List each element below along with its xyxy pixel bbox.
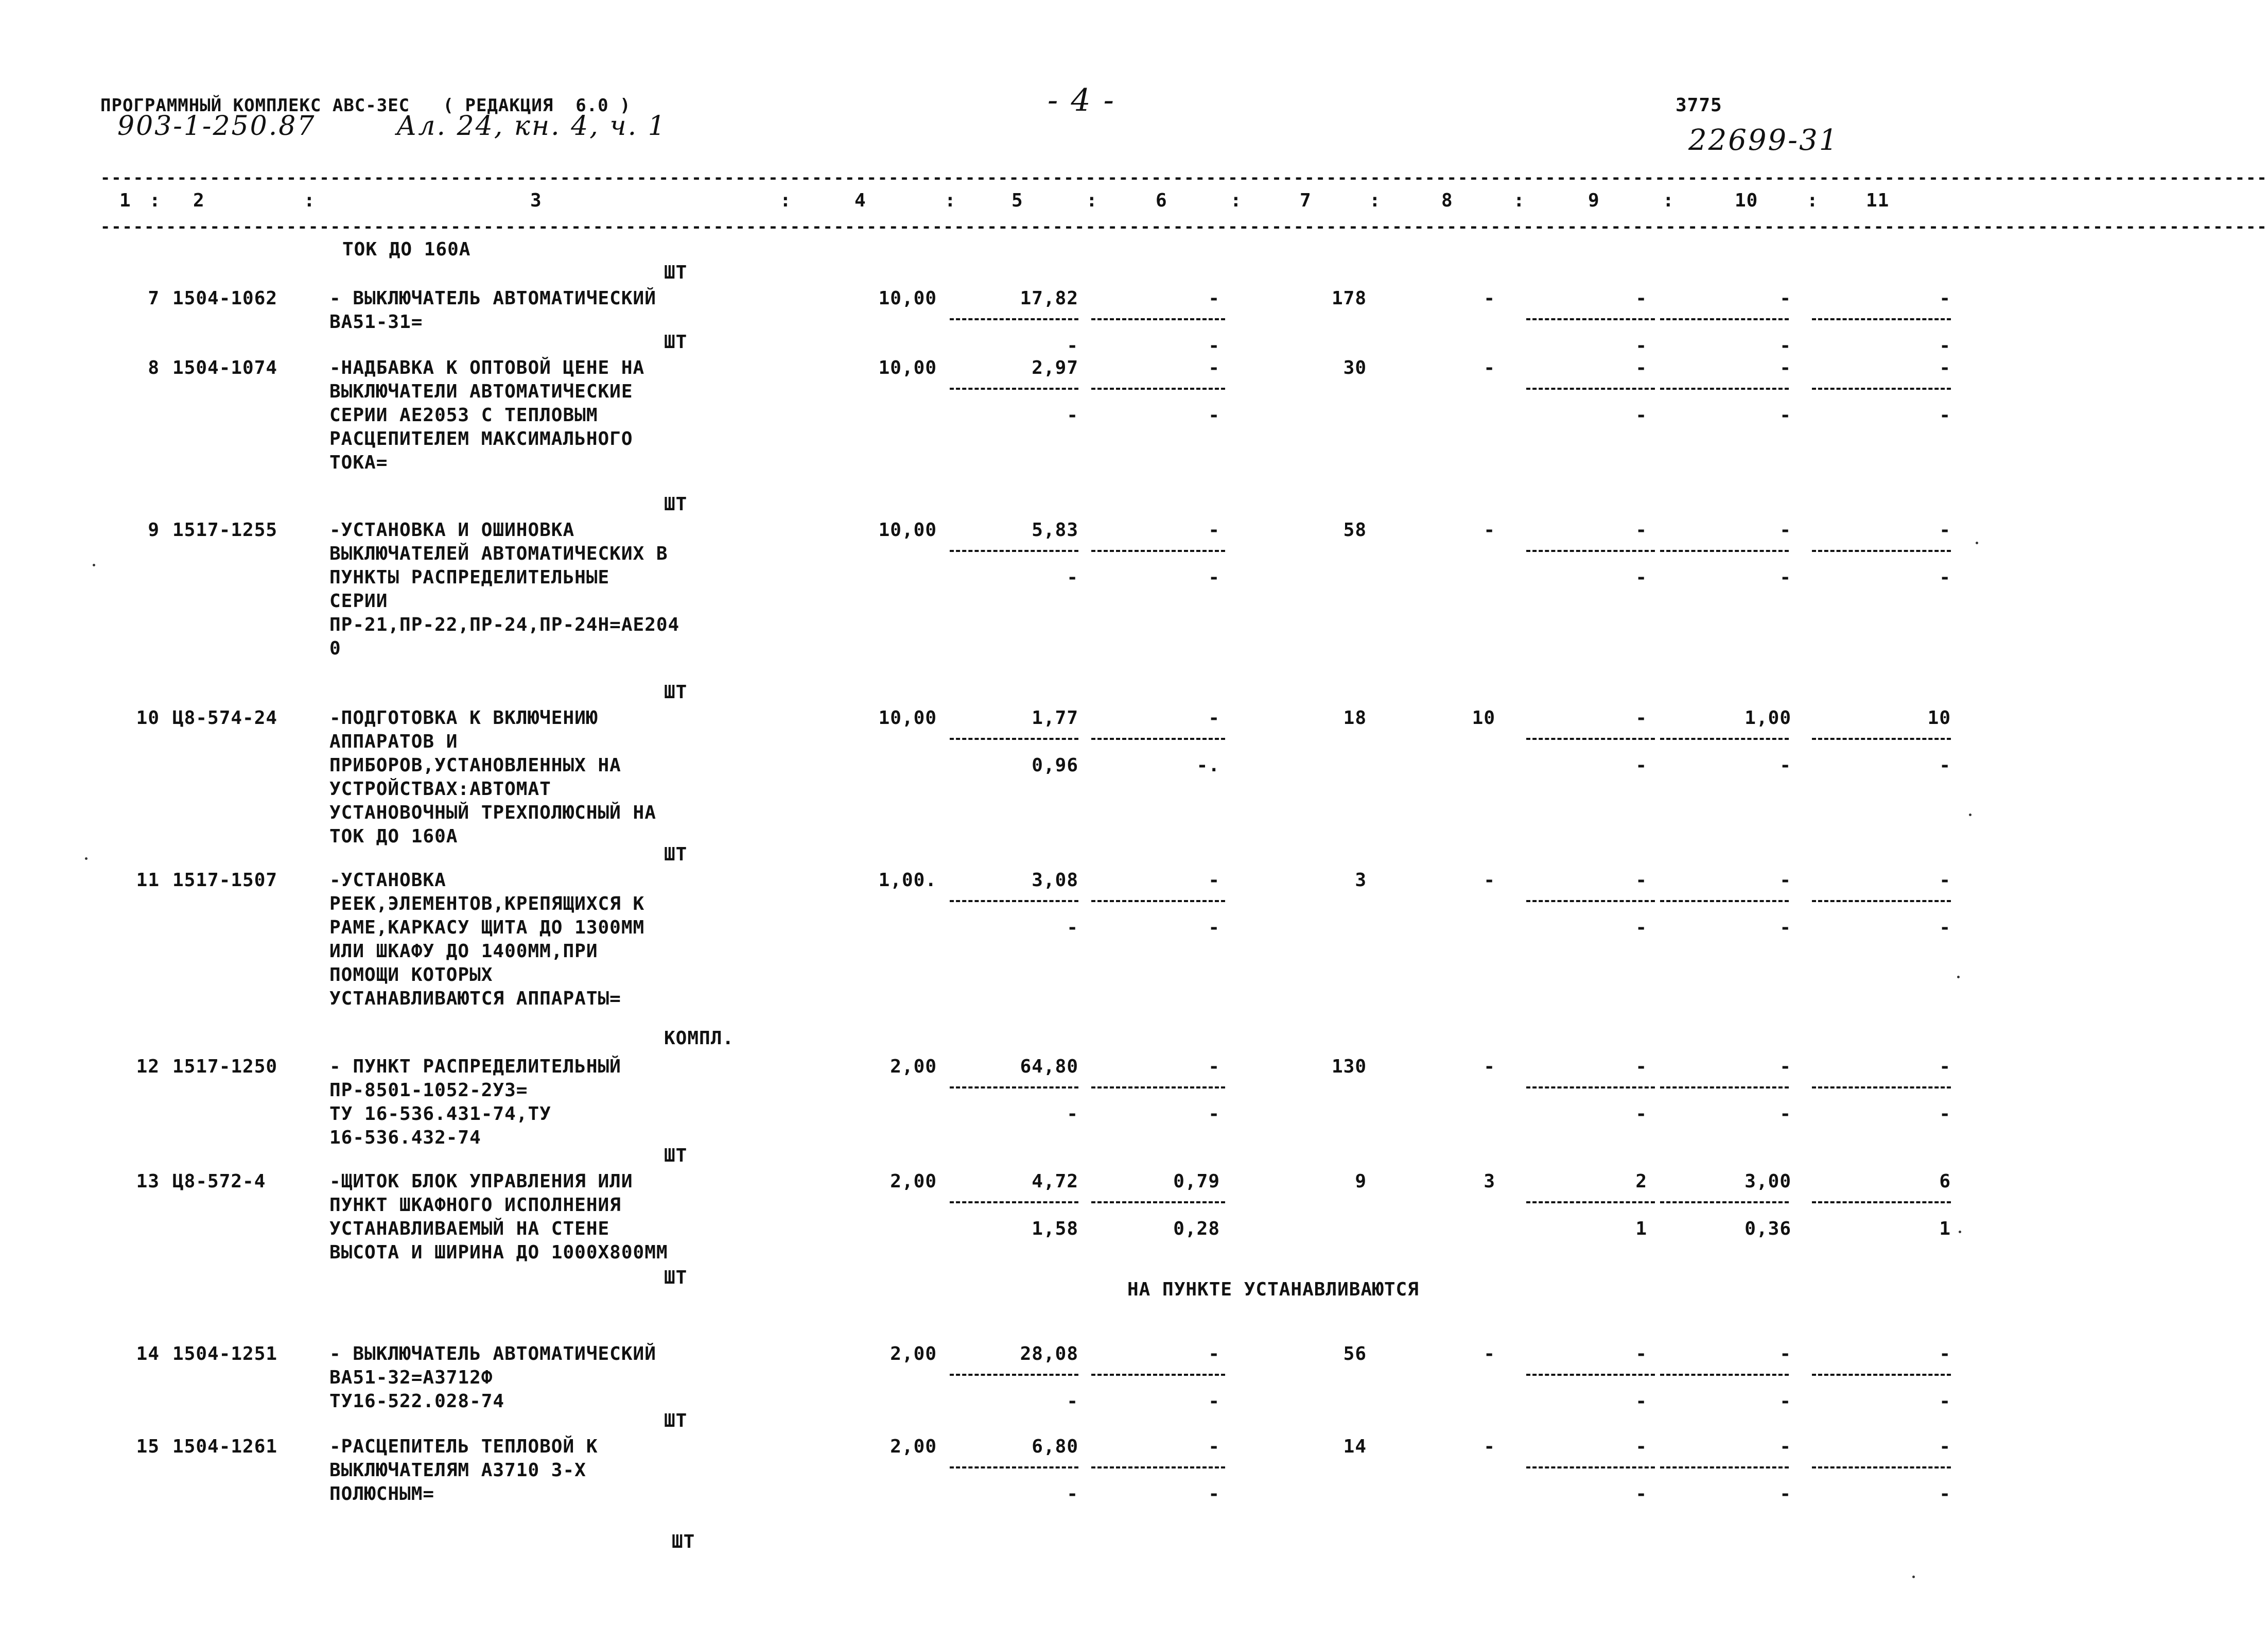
quantity: 10,00 [878, 520, 937, 541]
page-number: - 4 - [1048, 82, 1115, 118]
row-number: 10 [136, 707, 160, 729]
column-separator: : [1807, 190, 1819, 211]
subtotal-underline [950, 1466, 1078, 1468]
value-col-7: 130 [1331, 1056, 1367, 1077]
quantity: 1,00. [878, 870, 937, 891]
value-col-6: - [1208, 1343, 1220, 1364]
value-col-11: - [1939, 357, 1951, 378]
subtotal-underline [950, 1374, 1078, 1376]
subvalue-col-9: - [1635, 405, 1647, 426]
value-col-10: - [1779, 1343, 1791, 1364]
subvalue-col-6: -. [1196, 755, 1220, 776]
column-separator: : [1369, 190, 1381, 211]
value-col-8: 10 [1472, 707, 1495, 729]
section-title: НА ПУНКТЕ УСТАНАВЛИВАЮТСЯ [1127, 1279, 1419, 1300]
value-col-9: 2 [1635, 1171, 1647, 1192]
item-description-line: ПУНКТЫ РАСПРЕДЕЛИТЕЛЬНЫЕ [329, 567, 610, 588]
item-description-line: РАМЕ,КАРКАСУ ЩИТА ДО 1300ММ [329, 917, 645, 938]
subvalue-col-5: - [1067, 1483, 1078, 1505]
subtotal-underline [1091, 550, 1225, 552]
subtotal-underline [1812, 318, 1951, 320]
item-description-line: УСТАНАВЛИВАЕМЫЙ НА СТЕНЕ [329, 1218, 610, 1239]
column-number-7: 7 [1300, 190, 1312, 211]
item-code: 1517-1507 [172, 870, 278, 891]
item-description-line: ПРИБОРОВ,УСТАНОВЛЕННЫХ НА [329, 755, 621, 776]
item-description-line: РЕЕК,ЭЛЕМЕНТОВ,КРЕПЯЩИХСЯ К [329, 893, 645, 914]
value-col-6: - [1208, 1056, 1220, 1077]
subvalue-col-6: - [1208, 567, 1220, 588]
value-col-7: 18 [1343, 707, 1367, 729]
item-code: Ц8-574-24 [172, 707, 278, 729]
trailing-unit: ШТ [672, 1531, 695, 1552]
item-description-line: УСТРОЙСТВАХ:АВТОМАТ [329, 779, 551, 800]
value-col-5: 6,80 [1032, 1436, 1078, 1457]
value-col-5: 3,08 [1032, 870, 1078, 891]
item-description-line: ВА51-31= [329, 312, 423, 333]
subvalue-col-6: - [1208, 405, 1220, 426]
column-number-10: 10 [1735, 190, 1758, 211]
subtotal-underline [1812, 1466, 1951, 1468]
subvalue-col-6: - [1208, 335, 1220, 356]
scan-speck [85, 857, 88, 860]
subvalue-col-9: - [1635, 755, 1647, 776]
item-description-line: ПР-21,ПР-22,ПР-24,ПР-24Н=АЕ204 [329, 614, 680, 635]
subtotal-underline [1526, 1374, 1655, 1376]
subvalue-col-5: 0,96 [1032, 755, 1078, 776]
subtotal-underline [1091, 738, 1225, 740]
subtotal-underline [1812, 1201, 1951, 1203]
value-col-10: - [1779, 1436, 1791, 1457]
subvalue-col-10: - [1779, 1483, 1791, 1505]
scan-speck [1969, 814, 1972, 816]
subtotal-underline [1091, 1374, 1225, 1376]
item-description-line: УСТАНАВЛИВАЮТСЯ АППАРАТЫ= [329, 988, 621, 1009]
subtotal-underline [1812, 388, 1951, 390]
subtotal-underline [1526, 1086, 1655, 1088]
value-col-6: 0,79 [1173, 1171, 1220, 1192]
value-col-9: - [1635, 357, 1647, 378]
item-description-line: ТУ 16-536.431-74,ТУ [329, 1103, 551, 1125]
subtotal-underline [1091, 1086, 1225, 1088]
subtotal-underline [1812, 738, 1951, 740]
quantity: 10,00 [878, 707, 937, 729]
value-col-7: 178 [1331, 288, 1367, 309]
column-number-11: 11 [1866, 190, 1890, 211]
item-description-line: 0 [329, 638, 341, 659]
value-col-5: 28,08 [1020, 1343, 1078, 1364]
column-separator: : [149, 190, 161, 211]
column-number-1: 1 [119, 190, 131, 211]
row-number: 9 [148, 520, 160, 541]
subtotal-underline [1660, 1374, 1789, 1376]
item-description-line: -УСТАНОВКА И ОШИНОВКА [329, 520, 575, 541]
subvalue-col-10: - [1779, 567, 1791, 588]
row-number: 15 [136, 1436, 160, 1457]
sheet-reference-handwritten: Ал. 24, кн. 4, ч. 1 [396, 111, 667, 142]
unit-label: ШТ [664, 844, 688, 865]
subvalue-col-10: - [1779, 1103, 1791, 1125]
value-col-5: 2,97 [1032, 357, 1078, 378]
item-description-line: ВЫСОТА И ШИРИНА ДО 1000Х800ММ [329, 1242, 668, 1263]
column-separator: : [945, 190, 956, 211]
value-col-8: - [1484, 520, 1495, 541]
subtotal-underline [1660, 318, 1789, 320]
subtotal-underline [1091, 900, 1225, 902]
subtotal-underline [1660, 900, 1789, 902]
quantity: 2,00 [890, 1343, 937, 1364]
value-col-11: 10 [1927, 707, 1951, 729]
quantity: 2,00 [890, 1171, 937, 1192]
value-col-7: 58 [1343, 520, 1367, 541]
value-col-10: - [1779, 870, 1791, 891]
subtotal-underline [950, 318, 1078, 320]
subtotal-underline [1526, 318, 1655, 320]
item-description-line: ПОЛЮСНЫМ= [329, 1483, 435, 1505]
value-col-8: - [1484, 1436, 1495, 1457]
subvalue-col-9: - [1635, 1391, 1647, 1412]
value-col-10: - [1779, 288, 1791, 309]
item-description-line: ВЫКЛЮЧАТЕЛИ АВТОМАТИЧЕСКИЕ [329, 381, 633, 402]
value-col-11: - [1939, 1056, 1951, 1077]
unit-label: ШТ [664, 1267, 688, 1288]
quantity: 10,00 [878, 288, 937, 309]
subtotal-underline [1660, 388, 1789, 390]
subtotal-underline [1526, 1466, 1655, 1468]
column-separator: : [304, 190, 316, 211]
subvalue-col-11: - [1939, 335, 1951, 356]
subvalue-col-10: - [1779, 405, 1791, 426]
subvalue-col-6: - [1208, 1391, 1220, 1412]
subtotal-underline [1091, 388, 1225, 390]
item-description-line: УСТАНОВОЧНЫЙ ТРЕХПОЛЮСНЫЙ НА [329, 802, 656, 823]
subtotal-underline [1660, 550, 1789, 552]
subvalue-col-6: - [1208, 1103, 1220, 1125]
unit-label: КОМПЛ. [664, 1028, 735, 1049]
value-col-5: 64,80 [1020, 1056, 1078, 1077]
row-number: 8 [148, 357, 160, 378]
subvalue-col-10: - [1779, 335, 1791, 356]
item-description-line: СЕРИИ АЕ2053 С ТЕПЛОВЫМ [329, 405, 598, 426]
value-col-7: 3 [1355, 870, 1367, 891]
value-col-5: 5,83 [1032, 520, 1078, 541]
column-separator: : [1230, 190, 1242, 211]
value-col-10: - [1779, 520, 1791, 541]
subvalue-col-11: - [1939, 755, 1951, 776]
subvalue-col-9: - [1635, 1103, 1647, 1125]
column-separator: : [1086, 190, 1098, 211]
quantity: 10,00 [878, 357, 937, 378]
row-number: 12 [136, 1056, 160, 1077]
value-col-11: - [1939, 288, 1951, 309]
value-col-5: 17,82 [1020, 288, 1078, 309]
row-number: 14 [136, 1343, 160, 1364]
subvalue-col-5: - [1067, 1391, 1078, 1412]
unit-label: ШТ [664, 262, 688, 283]
subvalue-col-5: - [1067, 335, 1078, 356]
item-description-line: -НАДБАВКА К ОПТОВОЙ ЦЕНЕ НА [329, 357, 645, 378]
subtotal-underline [1660, 1086, 1789, 1088]
subtotal-underline [1660, 1466, 1789, 1468]
carryover-text: ТОК ДО 160А [342, 239, 471, 260]
unit-label: ШТ [664, 1410, 688, 1431]
item-code: Ц8-572-4 [172, 1171, 266, 1192]
column-number-2: 2 [193, 190, 205, 211]
item-description-line: ИЛИ ШКАФУ ДО 1400ММ,ПРИ [329, 941, 598, 962]
value-col-5: 1,77 [1032, 707, 1078, 729]
unit-label: ШТ [664, 494, 688, 515]
item-description-line: ПУНКТ ШКАФНОГО ИСПОЛНЕНИЯ [329, 1195, 621, 1216]
subvalue-col-5: - [1067, 405, 1078, 426]
value-col-10: 1,00 [1744, 707, 1791, 729]
value-col-10: - [1779, 357, 1791, 378]
subvalue-col-11: 1 [1939, 1218, 1951, 1239]
item-description-line: ТОКА= [329, 452, 388, 473]
value-col-8: - [1484, 870, 1495, 891]
item-description-line: ПОМОЩИ КОТОРЫХ [329, 964, 493, 986]
item-description-line: 16-536.432-74 [329, 1127, 481, 1148]
item-description-line: ВЫКЛЮЧАТЕЛЕЙ АВТОМАТИЧЕСКИХ В [329, 543, 668, 564]
subvalue-col-11: - [1939, 917, 1951, 938]
subvalue-col-10: - [1779, 755, 1791, 776]
row-number: 7 [148, 288, 160, 309]
scan-speck [1959, 1231, 1961, 1233]
value-col-6: - [1208, 357, 1220, 378]
subtotal-underline [950, 738, 1078, 740]
subvalue-col-10: - [1779, 917, 1791, 938]
subvalue-col-10: 0,36 [1744, 1218, 1791, 1239]
subtotal-underline [950, 900, 1078, 902]
subvalue-col-9: - [1635, 917, 1647, 938]
value-col-9: - [1635, 520, 1647, 541]
item-description-line: -ПОДГОТОВКА К ВКЛЮЧЕНИЮ [329, 707, 598, 729]
value-col-5: 4,72 [1032, 1171, 1078, 1192]
value-col-6: - [1208, 870, 1220, 891]
column-number-9: 9 [1588, 190, 1600, 211]
column-separator: : [780, 190, 792, 211]
subtotal-underline [1091, 318, 1225, 320]
value-col-7: 14 [1343, 1436, 1367, 1457]
item-code: 1517-1250 [172, 1056, 278, 1077]
value-col-8: - [1484, 1056, 1495, 1077]
value-col-9: - [1635, 707, 1647, 729]
subvalue-col-6: - [1208, 917, 1220, 938]
subtotal-underline [1091, 1201, 1225, 1203]
subvalue-col-5: 1,58 [1032, 1218, 1078, 1239]
value-col-9: - [1635, 870, 1647, 891]
item-description-line: СЕРИИ [329, 591, 388, 612]
subtotal-underline [1526, 1201, 1655, 1203]
subvalue-col-5: - [1067, 917, 1078, 938]
value-col-11: 6 [1939, 1171, 1951, 1192]
subtotal-underline [1091, 1466, 1225, 1468]
value-col-6: - [1208, 1436, 1220, 1457]
project-code-handwritten: 903-1-250.87 [117, 111, 316, 142]
item-description-line: ВА51-32=А3712Ф [329, 1367, 493, 1388]
value-col-9: - [1635, 1436, 1647, 1457]
subvalue-col-6: 0,28 [1173, 1218, 1220, 1239]
subtotal-underline [1660, 738, 1789, 740]
item-code: 1504-1062 [172, 288, 278, 309]
column-number-8: 8 [1441, 190, 1453, 211]
value-col-7: 9 [1355, 1171, 1367, 1192]
row-number: 13 [136, 1171, 160, 1192]
value-col-9: - [1635, 288, 1647, 309]
subvalue-col-11: - [1939, 405, 1951, 426]
document-code: 3775 [1676, 95, 1722, 116]
value-col-9: - [1635, 1056, 1647, 1077]
subtotal-underline [950, 388, 1078, 390]
scan-speck [93, 564, 95, 566]
subvalue-col-11: - [1939, 1103, 1951, 1125]
value-col-10: - [1779, 1056, 1791, 1077]
subvalue-col-6: - [1208, 1483, 1220, 1505]
subtotal-underline [1526, 738, 1655, 740]
value-col-11: - [1939, 870, 1951, 891]
item-code: 1504-1261 [172, 1436, 278, 1457]
unit-label: ШТ [664, 1145, 688, 1166]
item-description-line: -ЩИТОК БЛОК УПРАВЛЕНИЯ ИЛИ [329, 1171, 633, 1192]
subvalue-col-11: - [1939, 1483, 1951, 1505]
item-description-line: ПР-8501-1052-2У3= [329, 1080, 528, 1101]
quantity: 2,00 [890, 1056, 937, 1077]
subvalue-col-11: - [1939, 567, 1951, 588]
item-description-line: - ПУНКТ РАСПРЕДЕЛИТЕЛЬНЫЙ [329, 1056, 621, 1077]
subvalue-col-5: - [1067, 1103, 1078, 1125]
column-number-3: 3 [530, 190, 542, 211]
item-code: 1504-1251 [172, 1343, 278, 1364]
value-col-6: - [1208, 520, 1220, 541]
header-bottom-rule: ------------------------------------------------------------------------------------------------------------------------------------------------------------------------------------------------------ [100, 217, 2268, 236]
value-col-9: - [1635, 1343, 1647, 1364]
program-header: ПРОГРАММНЫЙ КОМПЛЕКС АВС-3ЕС ( РЕДАКЦИЯ 6.0 ) [100, 95, 631, 116]
item-description-line: АППАРАТОВ И [329, 731, 458, 752]
item-description-line: -УСТАНОВКА [329, 870, 446, 891]
value-col-7: 30 [1343, 357, 1367, 378]
value-col-11: - [1939, 520, 1951, 541]
subvalue-col-9: - [1635, 335, 1647, 356]
item-description-line: ТОК ДО 160А [329, 826, 458, 847]
subvalue-col-11: - [1939, 1391, 1951, 1412]
value-col-6: - [1208, 707, 1220, 729]
item-code: 1504-1074 [172, 357, 278, 378]
row-number: 11 [136, 870, 160, 891]
subtotal-underline [1812, 1086, 1951, 1088]
value-col-8: - [1484, 288, 1495, 309]
value-col-10: 3,00 [1744, 1171, 1791, 1192]
quantity: 2,00 [890, 1436, 937, 1457]
subtotal-underline [1812, 550, 1951, 552]
subtotal-underline [950, 550, 1078, 552]
item-description-line: - ВЫКЛЮЧАТЕЛЬ АВТОМАТИЧЕСКИЙ [329, 1343, 656, 1364]
subtotal-underline [1812, 900, 1951, 902]
subtotal-underline [1526, 900, 1655, 902]
value-col-11: - [1939, 1343, 1951, 1364]
item-description-line: - ВЫКЛЮЧАТЕЛЬ АВТОМАТИЧЕСКИЙ [329, 288, 656, 309]
value-col-8: - [1484, 1343, 1495, 1364]
column-number-4: 4 [854, 190, 866, 211]
column-separator: : [1513, 190, 1525, 211]
item-description-line: ВЫКЛЮЧАТЕЛЯМ А3710 3-Х [329, 1460, 586, 1481]
column-separator: : [1663, 190, 1674, 211]
header-top-rule: ------------------------------------------------------------------------------------------------------------------------------------------------------------------------------------------------------ [100, 168, 2268, 187]
value-col-11: - [1939, 1436, 1951, 1457]
subtotal-underline [1812, 1374, 1951, 1376]
subvalue-col-5: - [1067, 567, 1078, 588]
subtotal-underline [1660, 1201, 1789, 1203]
subvalue-col-9: 1 [1635, 1218, 1647, 1239]
subtotal-underline [1526, 388, 1655, 390]
item-description-line: РАСЦЕПИТЕЛЕМ МАКСИМАЛЬНОГО [329, 428, 633, 450]
scan-speck [1976, 542, 1978, 544]
scan-speck [1912, 1576, 1915, 1578]
subtotal-underline [1526, 550, 1655, 552]
subtotal-underline [950, 1201, 1078, 1203]
scan-speck [1957, 976, 1960, 978]
value-col-8: - [1484, 357, 1495, 378]
item-code: 1517-1255 [172, 520, 278, 541]
item-description-line: ТУ16-522.028-74 [329, 1391, 505, 1412]
subvalue-col-9: - [1635, 1483, 1647, 1505]
item-description-line: -РАСЦЕПИТЕЛЬ ТЕПЛОВОЙ К [329, 1436, 598, 1457]
unit-label: ШТ [664, 682, 688, 703]
value-col-7: 56 [1343, 1343, 1367, 1364]
column-number-6: 6 [1156, 190, 1167, 211]
value-col-6: - [1208, 288, 1220, 309]
subtotal-underline [950, 1086, 1078, 1088]
document-code-handwritten: 22699-31 [1688, 124, 1839, 157]
subvalue-col-10: - [1779, 1391, 1791, 1412]
subvalue-col-9: - [1635, 567, 1647, 588]
column-number-5: 5 [1011, 190, 1023, 211]
value-col-8: 3 [1484, 1171, 1495, 1192]
unit-label: ШТ [664, 332, 688, 353]
